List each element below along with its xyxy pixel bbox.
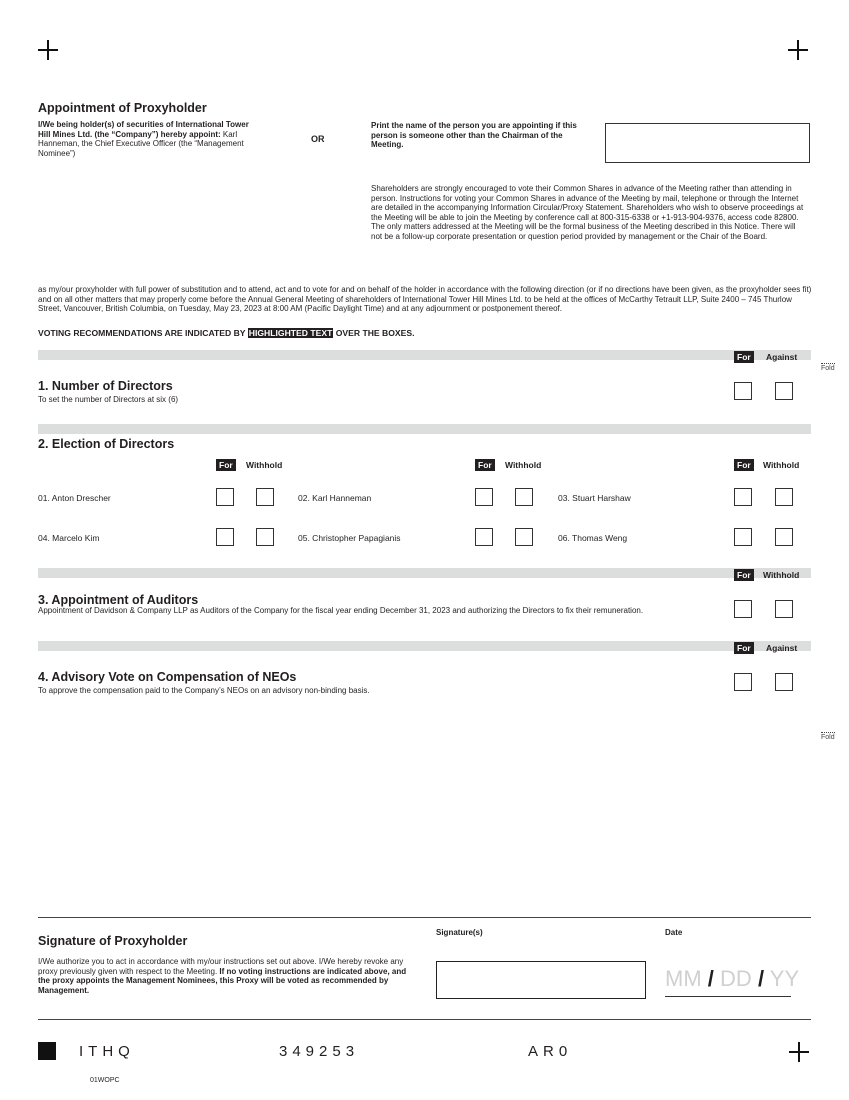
for-label-col1: For: [216, 459, 236, 471]
date-field[interactable]: [665, 966, 800, 997]
proxy-authority-text: as my/our proxyholder with full power of substitution and to attend, act and to vote for and on behalf of the holder in accordance with the following direction (or if no directions have been given, as the proxyholder sees fit) and on all other matters that may properly come before the Annual General Meeting of shareholders of International Tower Hill Mines Ltd. to be held at the offices of McCarthy Tetrault LLP, Suite 2400 – 745 Thurlow Street, Vancouver, British Columbia, on Tuesday, May 23, 2023 at 8:00 AM (Pacific Daylight Time) and at any adjournment or postponement thereof.: [38, 285, 812, 313]
for-label-col2: For: [475, 459, 495, 471]
nominee-03-for-checkbox[interactable]: [734, 488, 752, 506]
registration-mark-bottom-right: [789, 1042, 809, 1062]
nominee-02: 02. Karl Hanneman: [298, 493, 372, 503]
for-label-3: For: [734, 569, 754, 581]
section-bar-2: [38, 424, 811, 434]
nominee-04-for-checkbox[interactable]: [216, 528, 234, 546]
registration-mark-top-right: [788, 40, 808, 60]
signature-bottom-rule: [38, 1019, 811, 1020]
item1-against-checkbox[interactable]: [775, 382, 793, 400]
footer-code-ar0: AR0: [528, 1043, 573, 1060]
date-label: Date: [665, 928, 683, 937]
item4-for-checkbox[interactable]: [734, 673, 752, 691]
date-year-placeholder: YY: [769, 966, 800, 991]
section-bar-4: [38, 641, 811, 651]
withhold-label-3: Withhold: [763, 570, 800, 580]
highlighted-text-sample: HIGHLIGHTED TEXT: [248, 328, 333, 338]
nominee-06-withhold-checkbox[interactable]: [775, 528, 793, 546]
date-slash-2: /: [757, 966, 765, 991]
nominee-06-for-checkbox[interactable]: [734, 528, 752, 546]
withhold-label-col3: Withhold: [763, 460, 800, 470]
for-label-col3: For: [734, 459, 754, 471]
item2-title: 2. Election of Directors: [38, 437, 175, 451]
registration-mark-top-left: [38, 40, 58, 60]
date-month-placeholder: MM: [665, 966, 702, 991]
nominee-01-for-checkbox[interactable]: [216, 488, 234, 506]
fold-mark-bottom: Fold: [821, 734, 835, 741]
signature-authorization-text: I/We authorize you to act in accordance with my/our instructions set out above. I/We hereby revoke any proxy previously given with respect to the Meeting. If no voting instructions are indicated above, and the proxy appoints the Management Nominees, this Proxy will be voted as recommended by Management.: [38, 957, 407, 995]
voting-recommendation-note: VOTING RECOMMENDATIONS ARE INDICATED BY HIGHLIGHTED TEXT OVER THE BOXES.: [38, 328, 415, 338]
nominee-05-for-checkbox[interactable]: [475, 528, 493, 546]
item1-desc: To set the number of Directors at six (6): [38, 395, 179, 404]
or-label: OR: [311, 134, 325, 144]
proxyholder-name-field[interactable]: [605, 123, 810, 163]
date-slash-1: /: [707, 966, 714, 991]
signature-label: Signature(s): [436, 928, 483, 937]
against-label-1: Against: [766, 352, 798, 362]
item1-title: 1. Number of Directors: [38, 379, 173, 393]
footer-black-square: [38, 1042, 56, 1060]
nominee-03-withhold-checkbox[interactable]: [775, 488, 793, 506]
signature-field[interactable]: [436, 961, 646, 999]
item4-desc: To approve the compensation paid to the Company’s NEOs on an advisory non-binding basis.: [38, 686, 370, 695]
nominee-05-withhold-checkbox[interactable]: [515, 528, 533, 546]
withhold-label-col2: Withhold: [505, 460, 542, 470]
item3-for-checkbox[interactable]: [734, 600, 752, 618]
item1-for-checkbox[interactable]: [734, 382, 752, 400]
nominee-04: 04. Marcelo Kim: [38, 533, 100, 543]
section-bar-3: [38, 568, 811, 578]
holder-statement: I/We being holder(s) of securities of International Tower Hill Mines Ltd. (the “Company”) hereby appoint: Karl Hanneman, the Chief Executive Officer (the “Management Nominee”): [38, 120, 249, 158]
item3-desc: Appointment of Davidson & Company LLP as Auditors of the Company for the fiscal year ending December 31, 2023 and authorizing the Directors to fix their remuneration.: [38, 606, 644, 615]
for-label-1: For: [734, 351, 754, 363]
nominee-04-withhold-checkbox[interactable]: [256, 528, 274, 546]
item4-title: 4. Advisory Vote on Compensation of NEOs: [38, 670, 297, 684]
section-bar-1: [38, 350, 811, 360]
footer-code-number: 349253: [279, 1043, 360, 1060]
shareholder-note: Shareholders are strongly encouraged to vote their Common Shares in advance of the Meeting rather than attending in person. Instructions for voting your Common Shares in advance of the Meeting by mail, telephone or through the Internet are detailed in the accompanying Information Circular/Proxy Statement. Shareholders who wish to observe proceedings at the Meeting will be able to join the Meeting by conference call at 800-315-6338 or +1-913-904-9376, access code 82800. The only matters addressed at the Meeting will be the formal business of the Meeting described in this Notice. There will not be a follow-up corporate presentation or question period provided by management or the Chair of the Board.: [371, 184, 804, 241]
for-label-4: For: [734, 642, 754, 654]
nominee-01: 01. Anton Drescher: [38, 493, 111, 503]
nominee-02-withhold-checkbox[interactable]: [515, 488, 533, 506]
nominee-06: 06. Thomas Weng: [558, 533, 628, 543]
fold-mark-top: Fold: [821, 365, 835, 372]
footer-small-code: 01WOPC: [90, 1077, 120, 1084]
signature-title: Signature of Proxyholder: [38, 934, 188, 948]
item4-against-checkbox[interactable]: [775, 673, 793, 691]
item3-withhold-checkbox[interactable]: [775, 600, 793, 618]
withhold-label-col1: Withhold: [246, 460, 283, 470]
appointment-title: Appointment of Proxyholder: [38, 101, 207, 115]
nominee-05: 05. Christopher Papagianis: [298, 533, 401, 543]
print-name-instruction: Print the name of the person you are appointing if this person is someone other than the Chairman of the Meeting.: [371, 121, 577, 149]
date-day-placeholder: DD: [720, 966, 752, 991]
item3-title: 3. Appointment of Auditors: [38, 593, 199, 607]
footer-code-ithq: ITHQ: [79, 1043, 135, 1060]
nominee-01-withhold-checkbox[interactable]: [256, 488, 274, 506]
nominee-02-for-checkbox[interactable]: [475, 488, 493, 506]
nominee-03: 03. Stuart Harshaw: [558, 493, 631, 503]
signature-top-rule: [38, 917, 811, 918]
against-label-4: Against: [766, 643, 798, 653]
